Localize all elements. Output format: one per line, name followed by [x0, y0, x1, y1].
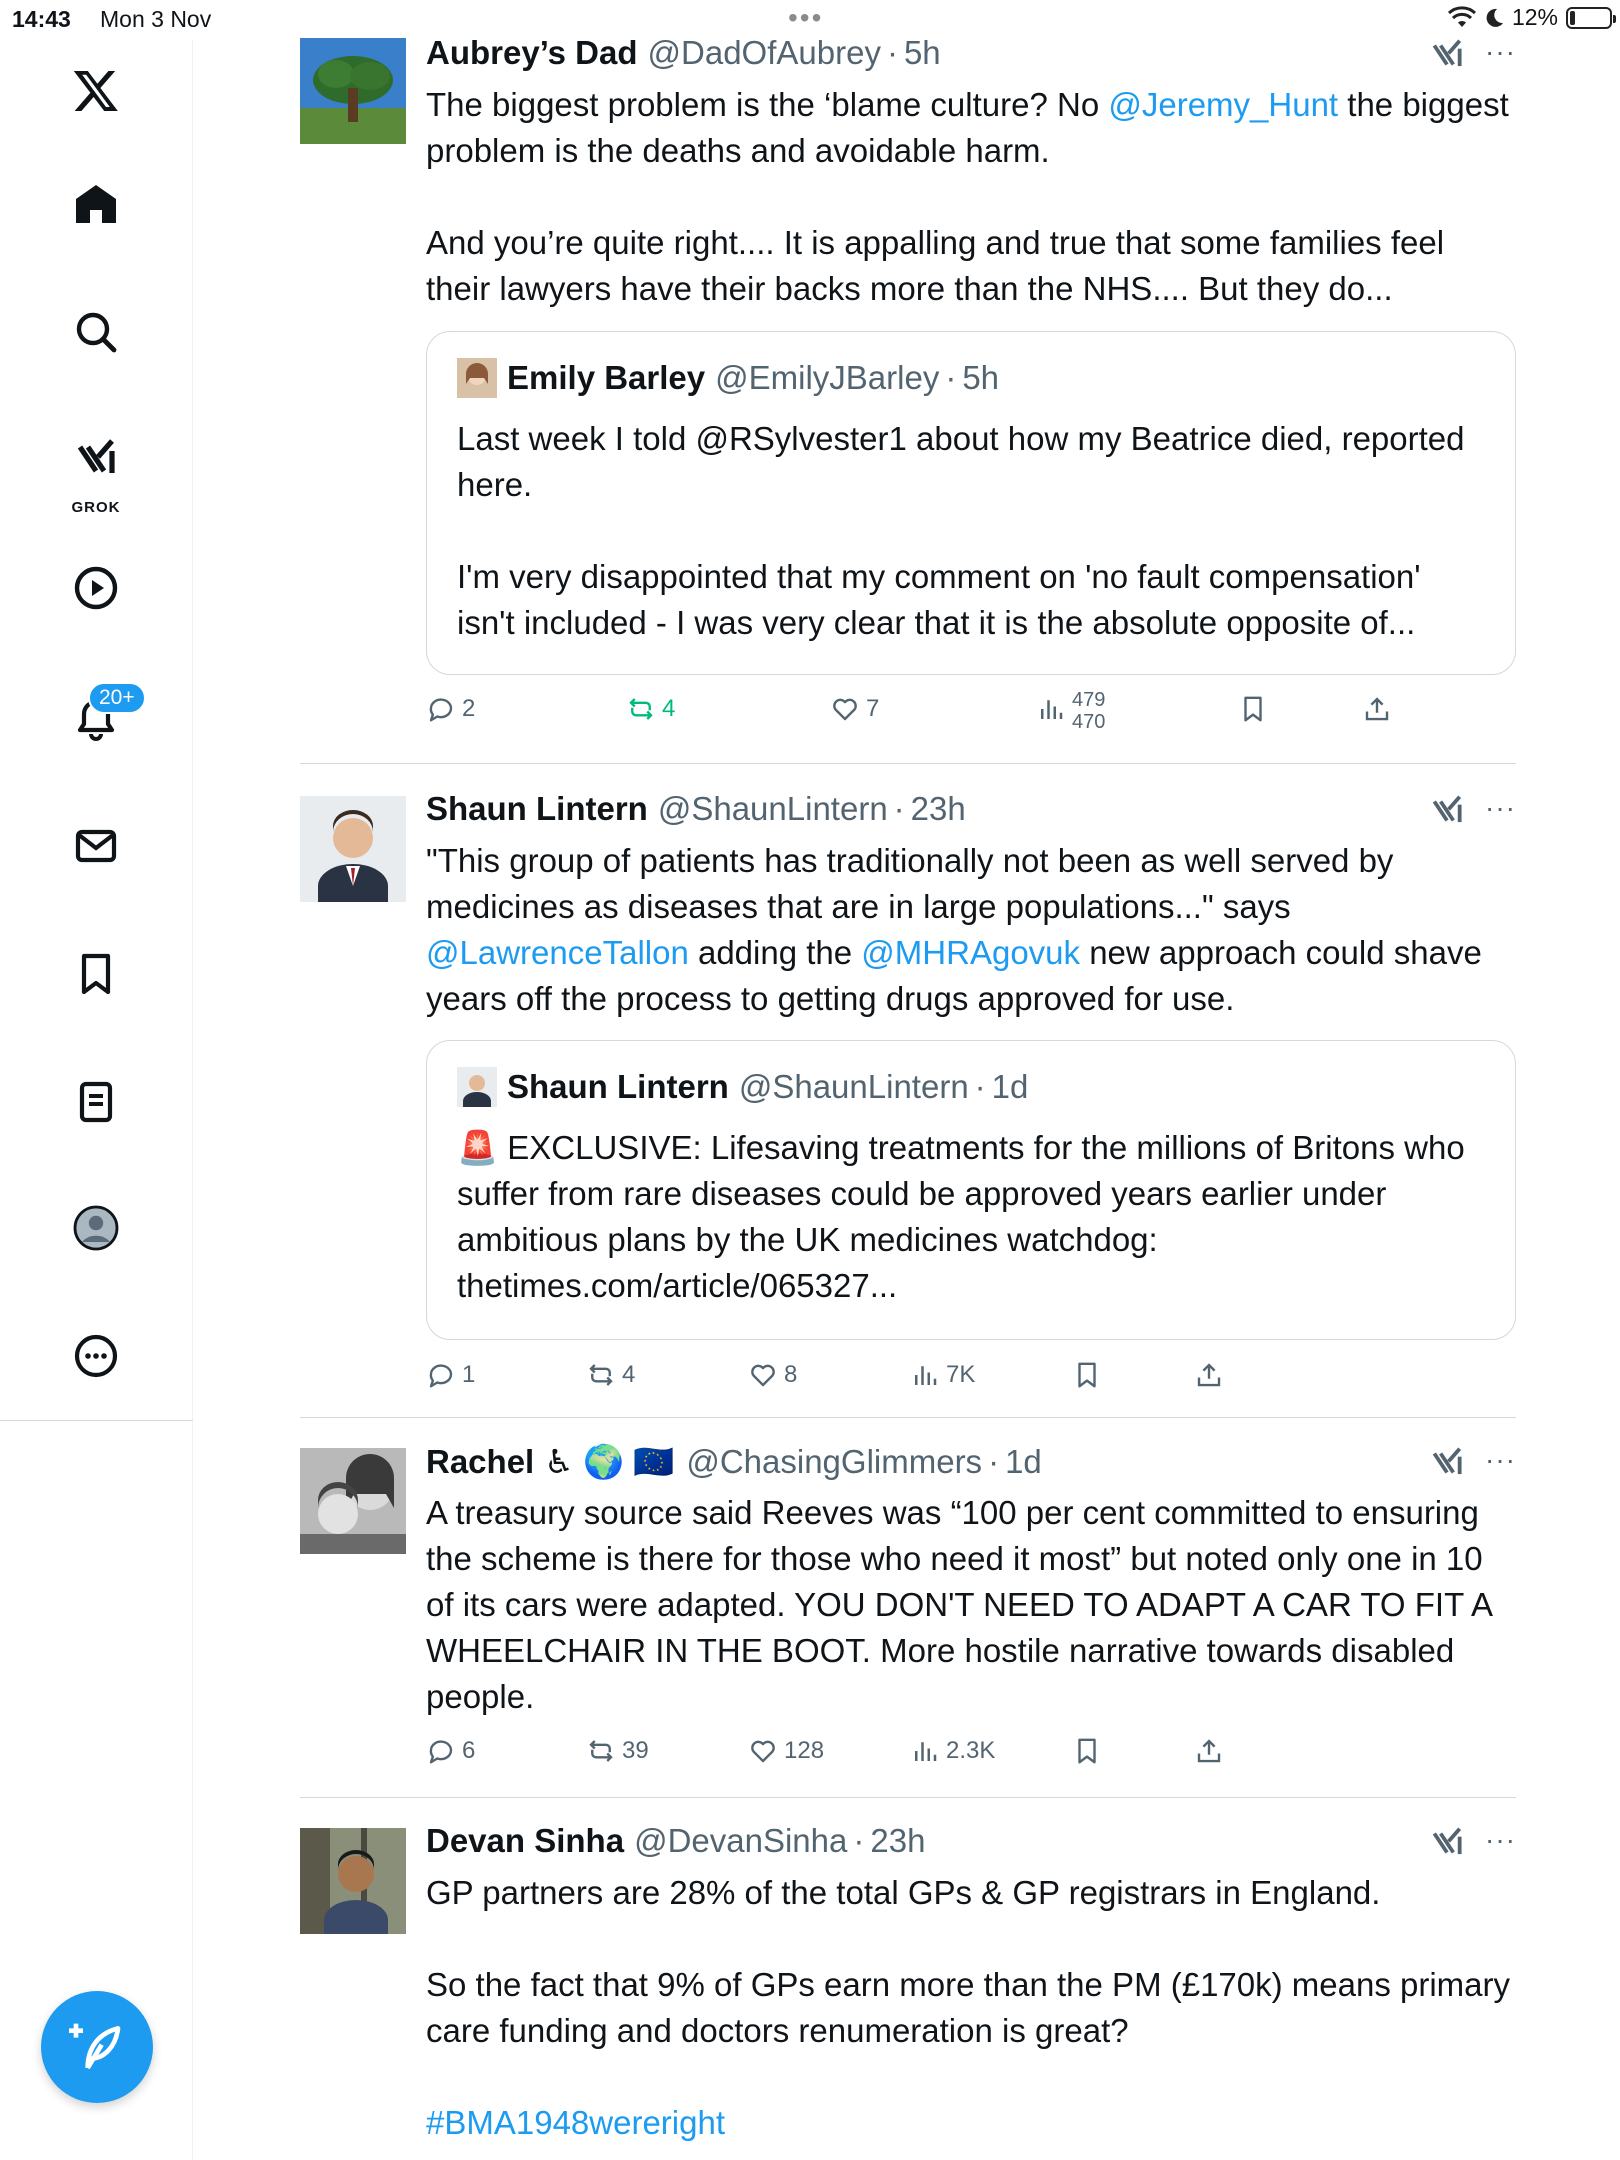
- search-icon: [72, 308, 120, 356]
- like-icon: [748, 1360, 778, 1390]
- views-icon: [910, 1736, 940, 1766]
- views-icon: [1036, 694, 1066, 724]
- tweet-header: [426, 1822, 925, 1860]
- x-logo-button[interactable]: [0, 50, 192, 130]
- grok-icon[interactable]: [1428, 36, 1466, 74]
- quoted-tweet[interactable]: [426, 331, 1516, 675]
- author-name[interactable]: Devan Sinha: [426, 1822, 625, 1859]
- tweet-text-part: "This group of patients has traditionally not been as well served by medicines as diseases that are in large populations..." says: [426, 842, 1394, 925]
- views-button[interactable]: [910, 1736, 995, 1766]
- home-icon: [72, 180, 120, 228]
- grok-label: GROK: [71, 499, 121, 516]
- quote-avatar: [457, 358, 497, 398]
- tweet-header: [426, 790, 966, 828]
- separator-dot: ·: [853, 1822, 865, 1859]
- views-count-next: 470: [1072, 711, 1106, 733]
- separator-dot: ·: [886, 34, 898, 71]
- share-icon: [1194, 1736, 1224, 1766]
- tweet-time[interactable]: 1d: [1005, 1443, 1042, 1480]
- reply-count: 2: [462, 695, 476, 722]
- quote-text: [457, 416, 1487, 646]
- person-avatar-icon: [457, 358, 497, 398]
- tweet-text: [426, 1870, 1516, 2146]
- avatar[interactable]: [300, 38, 406, 144]
- quote-avatar: [457, 1067, 497, 1107]
- tweet-text-part: the biggest problem is the deaths and avoidable harm.: [426, 86, 1509, 169]
- reply-icon: [426, 1736, 456, 1766]
- repost-button[interactable]: [626, 694, 675, 724]
- bookmark-icon: [1072, 1360, 1102, 1390]
- tweet-text-part: new approach could shave years off the process to getting drugs approved for use.: [426, 934, 1482, 1017]
- nav-lists[interactable]: [0, 1062, 192, 1142]
- nav-profile[interactable]: [0, 1188, 192, 1268]
- repost-count: 4: [662, 695, 676, 722]
- notifications-badge: 20+: [88, 682, 146, 714]
- children-avatar-icon: [300, 1448, 406, 1554]
- siren-emoji: 🚨: [457, 1129, 499, 1166]
- views-count: 2.3K: [946, 1737, 996, 1764]
- grok-icon[interactable]: [1428, 792, 1466, 830]
- tweet-text: A treasury source said Reeves was “100 per cent committed to ensuring the scheme is there for those who need it most” but noted only one in 10 of its cars were adapted. YOU DON'T NEED TO ADAPT A CAR TO FIT A WHEELCHAIR IN THE BOOT. More hostile narrative towards disabled people.: [426, 1494, 1492, 1715]
- battery-icon: [1566, 7, 1612, 29]
- nav-bookmarks[interactable]: [0, 934, 192, 1014]
- reply-icon: [426, 694, 456, 724]
- views-count: 7K: [946, 1361, 976, 1388]
- share-button[interactable]: [1194, 1736, 1224, 1766]
- bookmark-button[interactable]: [1072, 1736, 1102, 1766]
- tweet-actions: [426, 1360, 1516, 1400]
- repost-icon: [586, 1360, 616, 1390]
- views-count-rolling: [1072, 689, 1106, 733]
- tweet-time[interactable]: 23h: [870, 1822, 926, 1859]
- tweet-time[interactable]: 23h: [910, 790, 966, 827]
- grok-icon: [72, 435, 120, 483]
- tweet-paragraph: GP partners are 28% of the total GPs & GP registrars in England.: [426, 1874, 1381, 1911]
- quote-text: [457, 1125, 1487, 1309]
- tweet[interactable]: [300, 1418, 1516, 1798]
- tweet-text-part: The biggest problem is the ‘blame culture? No: [426, 86, 1109, 123]
- battery-percent: 12%: [1511, 4, 1558, 30]
- author-handle[interactable]: @ShaunLintern: [657, 790, 888, 827]
- more-options-icon[interactable]: ···: [1485, 1824, 1516, 1855]
- compose-button[interactable]: [41, 1991, 153, 2103]
- like-count: 8: [784, 1361, 798, 1388]
- person-avatar-icon: [457, 1067, 497, 1107]
- author-handle[interactable]: @DadOfAubrey: [647, 34, 881, 71]
- repost-count: 39: [622, 1737, 649, 1764]
- name-emojis: ♿ 🌍 🇪🇺: [544, 1443, 675, 1480]
- quote-time: 1d: [991, 1068, 1029, 1105]
- share-icon: [1194, 1360, 1224, 1390]
- quoted-tweet[interactable]: [426, 1040, 1516, 1340]
- mention-link[interactable]: @MHRAgovuk: [861, 934, 1081, 971]
- nav-messages[interactable]: [0, 806, 192, 886]
- multitask-dots-icon[interactable]: •••: [788, 2, 824, 33]
- repost-icon: [586, 1736, 616, 1766]
- tweet-text: [426, 82, 1516, 312]
- views-button[interactable]: [910, 1360, 975, 1390]
- author-name[interactable]: Rachel: [426, 1443, 535, 1480]
- views-count: 479: [1072, 689, 1106, 711]
- hashtag-link[interactable]: #BMA1948wereright: [426, 2104, 725, 2141]
- reply-button[interactable]: [426, 1360, 475, 1390]
- person-avatar-icon: [300, 796, 406, 902]
- like-button[interactable]: [748, 1360, 797, 1390]
- timeline-feed: [300, 0, 1516, 2160]
- profile-icon: [72, 1204, 120, 1252]
- bookmark-icon: [1072, 1736, 1102, 1766]
- like-button[interactable]: [830, 694, 879, 724]
- author-handle[interactable]: @ChasingGlimmers: [686, 1443, 983, 1480]
- author-name[interactable]: Aubrey’s Dad: [426, 34, 638, 71]
- reply-button[interactable]: [426, 1736, 475, 1766]
- reply-count: 6: [462, 1737, 476, 1764]
- person-avatar-icon: [300, 1828, 406, 1934]
- tweet-text: [426, 838, 1516, 1022]
- repost-button[interactable]: [586, 1736, 649, 1766]
- views-button[interactable]: [1036, 689, 1106, 733]
- tweet-actions: [426, 689, 1516, 734]
- sidebar-nav: [0, 40, 193, 2160]
- views-icon: [910, 1360, 940, 1390]
- tweet-header: [426, 34, 941, 72]
- quote-header: [457, 1067, 1028, 1107]
- tweet[interactable]: [300, 0, 1516, 764]
- bookmark-button[interactable]: [1072, 1360, 1102, 1390]
- quote-paragraph: EXCLUSIVE: Lifesaving treatments for the millions of Britons who suffer from rare diseases could be approved years earlier under ambitious plans by the UK medicines watchdog: thetimes.com/article/065327...: [457, 1129, 1465, 1304]
- avatar[interactable]: [300, 1828, 406, 1934]
- bookmark-button[interactable]: [1238, 694, 1268, 724]
- reply-count: 1: [462, 1361, 476, 1388]
- avatar[interactable]: [300, 1448, 406, 1554]
- grok-icon[interactable]: [1428, 1444, 1466, 1482]
- grok-icon[interactable]: [1428, 1824, 1466, 1862]
- repost-icon: [626, 694, 656, 724]
- more-options-icon[interactable]: ···: [1485, 1444, 1516, 1475]
- compose-icon: [69, 2019, 125, 2075]
- like-count: 7: [866, 695, 880, 722]
- nav-grok[interactable]: [0, 418, 192, 518]
- more-icon: [72, 1332, 120, 1380]
- nav-search[interactable]: [0, 292, 192, 372]
- reply-button[interactable]: [426, 694, 475, 724]
- status-date: Mon 3 Nov: [100, 6, 212, 32]
- quote-paragraph: Last week I told @RSylvester1 about how my Beatrice died, reported here.: [457, 420, 1465, 503]
- quote-time: 5h: [962, 359, 1000, 396]
- nav-video[interactable]: [0, 548, 192, 628]
- like-button[interactable]: [748, 1736, 824, 1766]
- avatar[interactable]: [300, 796, 406, 902]
- author-name[interactable]: Shaun Lintern: [426, 790, 648, 827]
- author-handle[interactable]: @DevanSinha: [634, 1822, 848, 1859]
- share-button[interactable]: [1194, 1360, 1224, 1390]
- x-logo-icon: [72, 66, 120, 114]
- tweet[interactable]: [300, 764, 1516, 1418]
- quote-author-name: Emily Barley: [507, 359, 706, 396]
- tweet-paragraph: So the fact that 9% of GPs earn more than the PM (£170k) means primary care funding and doctors renumeration is great?: [426, 1966, 1511, 2049]
- tweet-time[interactable]: 5h: [903, 34, 941, 71]
- tweet-text-part: adding the: [688, 934, 862, 971]
- share-button[interactable]: [1362, 694, 1392, 724]
- like-icon: [830, 694, 860, 724]
- nav-home[interactable]: [0, 164, 192, 244]
- separator-dot: ·: [893, 790, 905, 827]
- more-options-icon[interactable]: ···: [1485, 36, 1516, 67]
- status-time: 14:43: [12, 6, 71, 32]
- tweet-header: [426, 1442, 1042, 1482]
- quote-author-handle: @EmilyJBarley: [715, 359, 940, 396]
- quote-author-handle: @ShaunLintern: [738, 1068, 969, 1105]
- like-count: 128: [784, 1737, 825, 1764]
- mention-link[interactable]: @Jeremy_Hunt: [1108, 86, 1339, 123]
- repost-button[interactable]: [586, 1360, 635, 1390]
- tweet-actions: [426, 1736, 1516, 1776]
- tweet-paragraph: And you’re quite right.... It is appalling and true that some families feel their lawyers have their backs more than the NHS.... But they do...: [426, 224, 1445, 307]
- quote-header: [457, 358, 999, 398]
- reply-icon: [426, 1360, 456, 1390]
- separator-dot: ·: [945, 359, 957, 396]
- list-icon: [72, 1078, 120, 1126]
- mention-link[interactable]: @LawrenceTallon: [426, 934, 689, 971]
- separator-dot: ·: [974, 1068, 986, 1105]
- quote-paragraph: I'm very disappointed that my comment on 'no fault compensation' isn't included - I was very clear that it is the absolute opposite of...: [457, 558, 1421, 641]
- separator-dot: ·: [988, 1443, 1000, 1480]
- mail-icon: [72, 822, 120, 870]
- like-icon: [748, 1736, 778, 1766]
- tree-avatar-icon: [300, 38, 406, 144]
- nav-notifications[interactable]: [0, 678, 192, 758]
- more-options-icon[interactable]: ···: [1485, 792, 1516, 823]
- tweet[interactable]: [300, 1798, 1516, 2160]
- share-icon: [1362, 694, 1392, 724]
- quote-author-name: Shaun Lintern: [507, 1068, 729, 1105]
- bookmark-icon: [72, 950, 120, 998]
- bookmark-icon: [1238, 694, 1268, 724]
- play-icon: [72, 564, 120, 612]
- nav-more[interactable]: [0, 1316, 192, 1396]
- sidebar-divider: [0, 1420, 193, 1421]
- repost-count: 4: [622, 1361, 636, 1388]
